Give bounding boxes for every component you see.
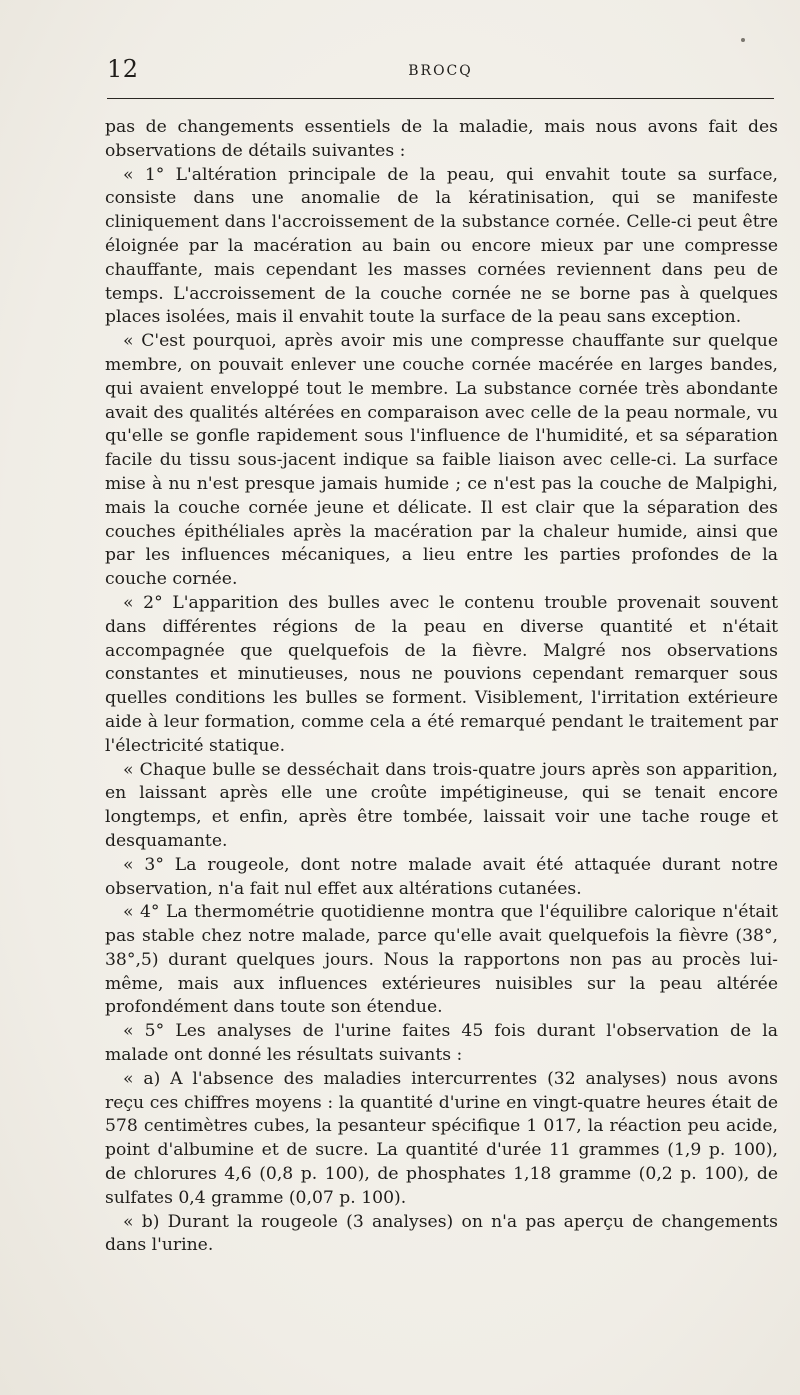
page-number: 12 — [107, 55, 139, 83]
paragraph: « 5° Les analyses de l'urine faites 45 fois durant l'observation de la malade ont donné les résultats suivants : — [105, 1021, 778, 1066]
paragraph: « C'est pourquoi, après avoir mis une compresse chauffante sur quelque membre, on pouvait enlever une couche cornée macérée en larges bandes, qui avaient enveloppé tout le membre. La substance cornée très abondante avait des qualités altérées en comparaison avec celle de la peau normale, vu qu'elle se gonfle rapidement sous l'influence de l'humidité, et sa séparation facile du tissu sous-jacent indique sa faible liaison avec celle-ci. La surface mise à nu n'est presque jamais humide ; ce n'est pas la couche de Malpighi, mais la couche cornée jeune et délicate. Il est clair que la séparation des couches épithéliales après la macération par la chaleur humide, ainsi que par les influences mécaniques, a lieu entre les parties profondes de la couche cornée. — [105, 331, 778, 590]
paragraph: « a) A l'absence des maladies intercurrentes (32 analyses) nous avons reçu ces chiffres moyens : la quantité d'urine en vingt-quatre heures était de 578 centimètres cubes, la pesanteur spécifique 1 017, la réaction peu acide, point d'albumine et de sucre. La quantité d'urée 11 grammes (1,9 p. 100), de chlorures 4,6 (0,8 p. 100), de phosphates 1,18 gramme (0,2 p. 100), de sulfates 0,4 gramme (0,07 p. 100). — [105, 1068, 778, 1208]
paragraph: « 4° La thermométrie quotidienne montra que l'équilibre calorique n'était pas stable chez notre malade, parce qu'elle avait quelquefois la fièvre (38°, 38°,5) durant quelques jours. Nous la rapportons non pas au procès lui-même, mais aux influences extérieures nuisibles sur la peau altérée profondément dans toute son étendue. — [105, 902, 778, 1018]
paper-speck — [741, 38, 745, 42]
paragraph: « 1° L'altération principale de la peau, qui envahit toute sa surface, consiste dans une anomalie de la kératinisation, qui se manifeste cliniquement dans l'accroissement de la substance cornée. Celle-ci peut être éloignée par la macération au bain ou encore mieux par une compresse chauffante, mais cependant les masses cornées reviennent dans peu de temps. L'accroissement de la couche cornée ne se borne pas à quelques places isolées, mais il envahit toute la surface de la peau sans exception. — [105, 164, 778, 328]
paragraph: « 3° La rougeole, dont notre malade avait été attaquée durant notre observation, n'a fait nul effet aux altérations cutanées. — [105, 854, 778, 899]
paragraph: « b) Durant la rougeole (3 analyses) on n'a pas aperçu de changements dans l'urine. — [105, 1211, 778, 1256]
running-head: BROCQ — [408, 63, 473, 79]
page-header — [107, 52, 774, 96]
paragraph: pas de changements essentiels de la maladie, mais nous avons fait des observations de détails suivantes : — [105, 117, 778, 161]
body-text — [105, 116, 778, 1258]
header-rule — [107, 98, 774, 99]
paragraph: « 2° L'apparition des bulles avec le contenu trouble provenait souvent dans différentes régions de la peau en diverse quantité et n'était accompagnée que quelquefois de la fièvre. Malgré nos observations constantes et minutieuses, nous ne pouvions cependant remarquer sous quelles conditions les bulles se forment. Visiblement, l'irritation extérieure aide à leur formation, comme cela a été remarqué pendant le traitement par l'électricité statique. — [105, 592, 778, 756]
paragraph: « Chaque bulle se desséchait dans trois-quatre jours après son apparition, en laissant après elle une croûte impétigineuse, qui se tenait encore longtemps, et enfin, après être tombée, laissait voir une tache rouge et desquamante. — [105, 759, 778, 851]
